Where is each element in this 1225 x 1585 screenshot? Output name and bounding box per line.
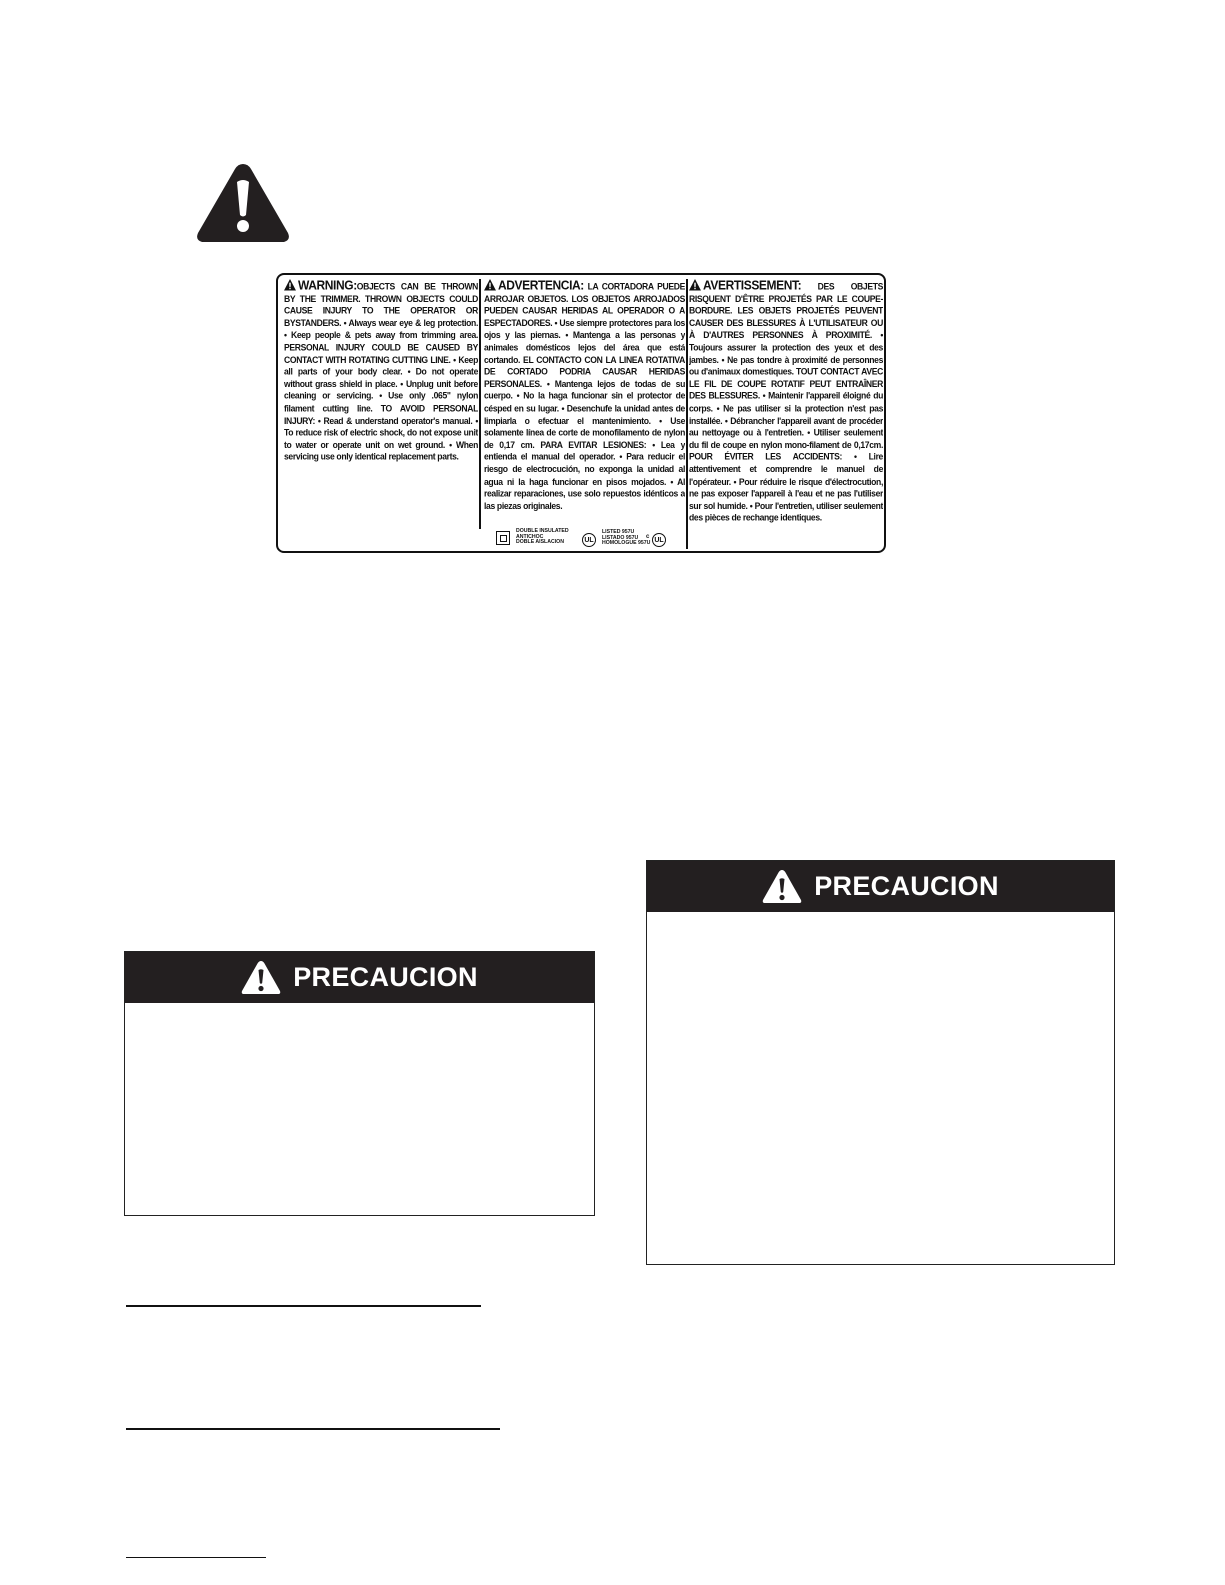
caution-triangle-icon [241,960,281,995]
cert-double-insulated: DOUBLE INSULATED [516,528,569,534]
caution-box [646,860,1115,1265]
caution-header [125,952,594,1003]
cert-listed: LISTED 957U [602,529,635,535]
column-divider [479,279,481,529]
warning-body-fr: DES OBJETS RISQUENT D'ÊTRE PROJETÉS PAR LE COUPE-BORDURE. LES OBJETS PROJETÉS PEUVENT CAUSER DES BLESSURES À L'UTILISATEUR OU À D'AUTRES PERSONNES À PROXIMITÉ. • Toujours assurer la protection des yeux et des jambes. • Ne pas tondre à proximité de personnes ou d'animaux domestiques. TOUT CONTACT AVEC LE FIL DE COUPE ROTATIF PEUT ENTRAÎNER DES BLESSURES. • Maintenir l'appareil éloigné du corps. • Ne pas utiliser si la protection n'est pas installée. • Débrancher l'appareil avant de procéder au nettoyage ou à l'entretien. • Utiliser seulement du fil de coupe en nylon mono-filament de 0,17cm. POUR ÉVITER LES ACCIDENTS: • Lire attentivement et comprendre le manuel de l'opérateur. • Pour réduire le risque d'électrocution, ne pas exposer l'appareil à l'eau et ne pas l'utiliser sur sol humide. • Pour l'entretien, utiliser seulement des pièces de rechange identiques. [689,281,883,523]
warning-triangle-icon [689,279,701,291]
warning-heading-fr: AVERTISSEMENT: [703,279,802,293]
horizontal-rule [126,1305,481,1307]
warning-heading-es: ADVERTENCIA: [498,279,584,293]
caution-triangle-icon [762,869,802,904]
warning-column-french [689,279,883,547]
horizontal-rule [126,1428,500,1430]
cert-antichoc: ANTICHOC [516,533,544,540]
warning-triangle-icon [484,279,496,291]
warning-body-es: LA CORTADORA PUEDE ARROJAR OBJETOS. LOS OBJETOS ARROJADOS PUEDEN CAUSAR HERIDAS AL OPERADOR O A ESPECTADORES. • Use siempre protectores para los ojos y las piernas. • Mantenga a las personas y animales domésticos lejos del área que está cortando. EL CONTACTO CON LA LINEA ROTATIVA DE CORTADO PODRIA CAUSAR HERIDAS PERSONALES. • Mantenga lejos de todas de su cuerpo. • No la haga funcionar sin el protector de césped en su lugar. • Desenchufe la unidad antes de limpiarla o efectuar el mantenimiento. • Use solamente línea de corte de monofilamento de nylon de 0,17 cm. PARA EVITAR LESIONES: • Lea y entienda el manual del operador. • Para reducir el riesgo de electrocución, no exponga la unidad al agua ni la haga funcionar en pisos mojados. • Al realizar reparaciones, use solo repuestos idénticos a las piezas originales. [484,281,685,511]
warning-column-english [284,279,478,547]
safety-alert-icon [195,160,291,246]
cert-listado: LISTADO 957U [602,534,639,541]
cert-homologue: HOMOLOGUE 957U [602,540,651,547]
warning-heading-en: WARNING: [298,279,357,293]
ul-listed-icon: UL [582,533,596,547]
warning-triangle-icon [284,279,296,291]
caution-header [647,861,1114,912]
cert-c-mark: c [646,534,650,540]
warning-column-spanish [484,279,685,547]
double-insulated-icon [496,531,510,545]
caution-title: PRECAUCION [814,871,999,901]
caution-title: PRECAUCION [293,962,478,992]
horizontal-rule [126,1557,266,1558]
cul-listed-icon: UL [652,533,666,547]
certification-marks [496,527,686,551]
caution-box [124,951,595,1216]
warning-label [276,273,886,553]
warning-body-en: OBJECTS CAN BE THROWN BY THE TRIMMER. THROWN OBJECTS COULD CAUSE INJURY TO THE OPERATOR OR BYSTANDERS. • Always wear eye & leg protection. • Keep people & pets away from trimming area. PERSONAL INJURY COULD BE CAUSED BY CONTACT WITH ROTATING CUTTING LINE. • Keep all parts of your body clear. • Do not operate without grass shield in place. • Unplug unit before cleaning or servicing. • Use only .065" nylon filament cutting line. TO AVOID PERSONAL INJURY: • Read & understand operator's manual. • To reduce risk of electric shock, do not expose unit to water or operate unit on wet ground. • When servicing use only identical replacement parts. [284,281,478,463]
cert-doble-aislacion: DOBLE AISLACION [516,539,564,546]
column-divider [686,279,688,549]
